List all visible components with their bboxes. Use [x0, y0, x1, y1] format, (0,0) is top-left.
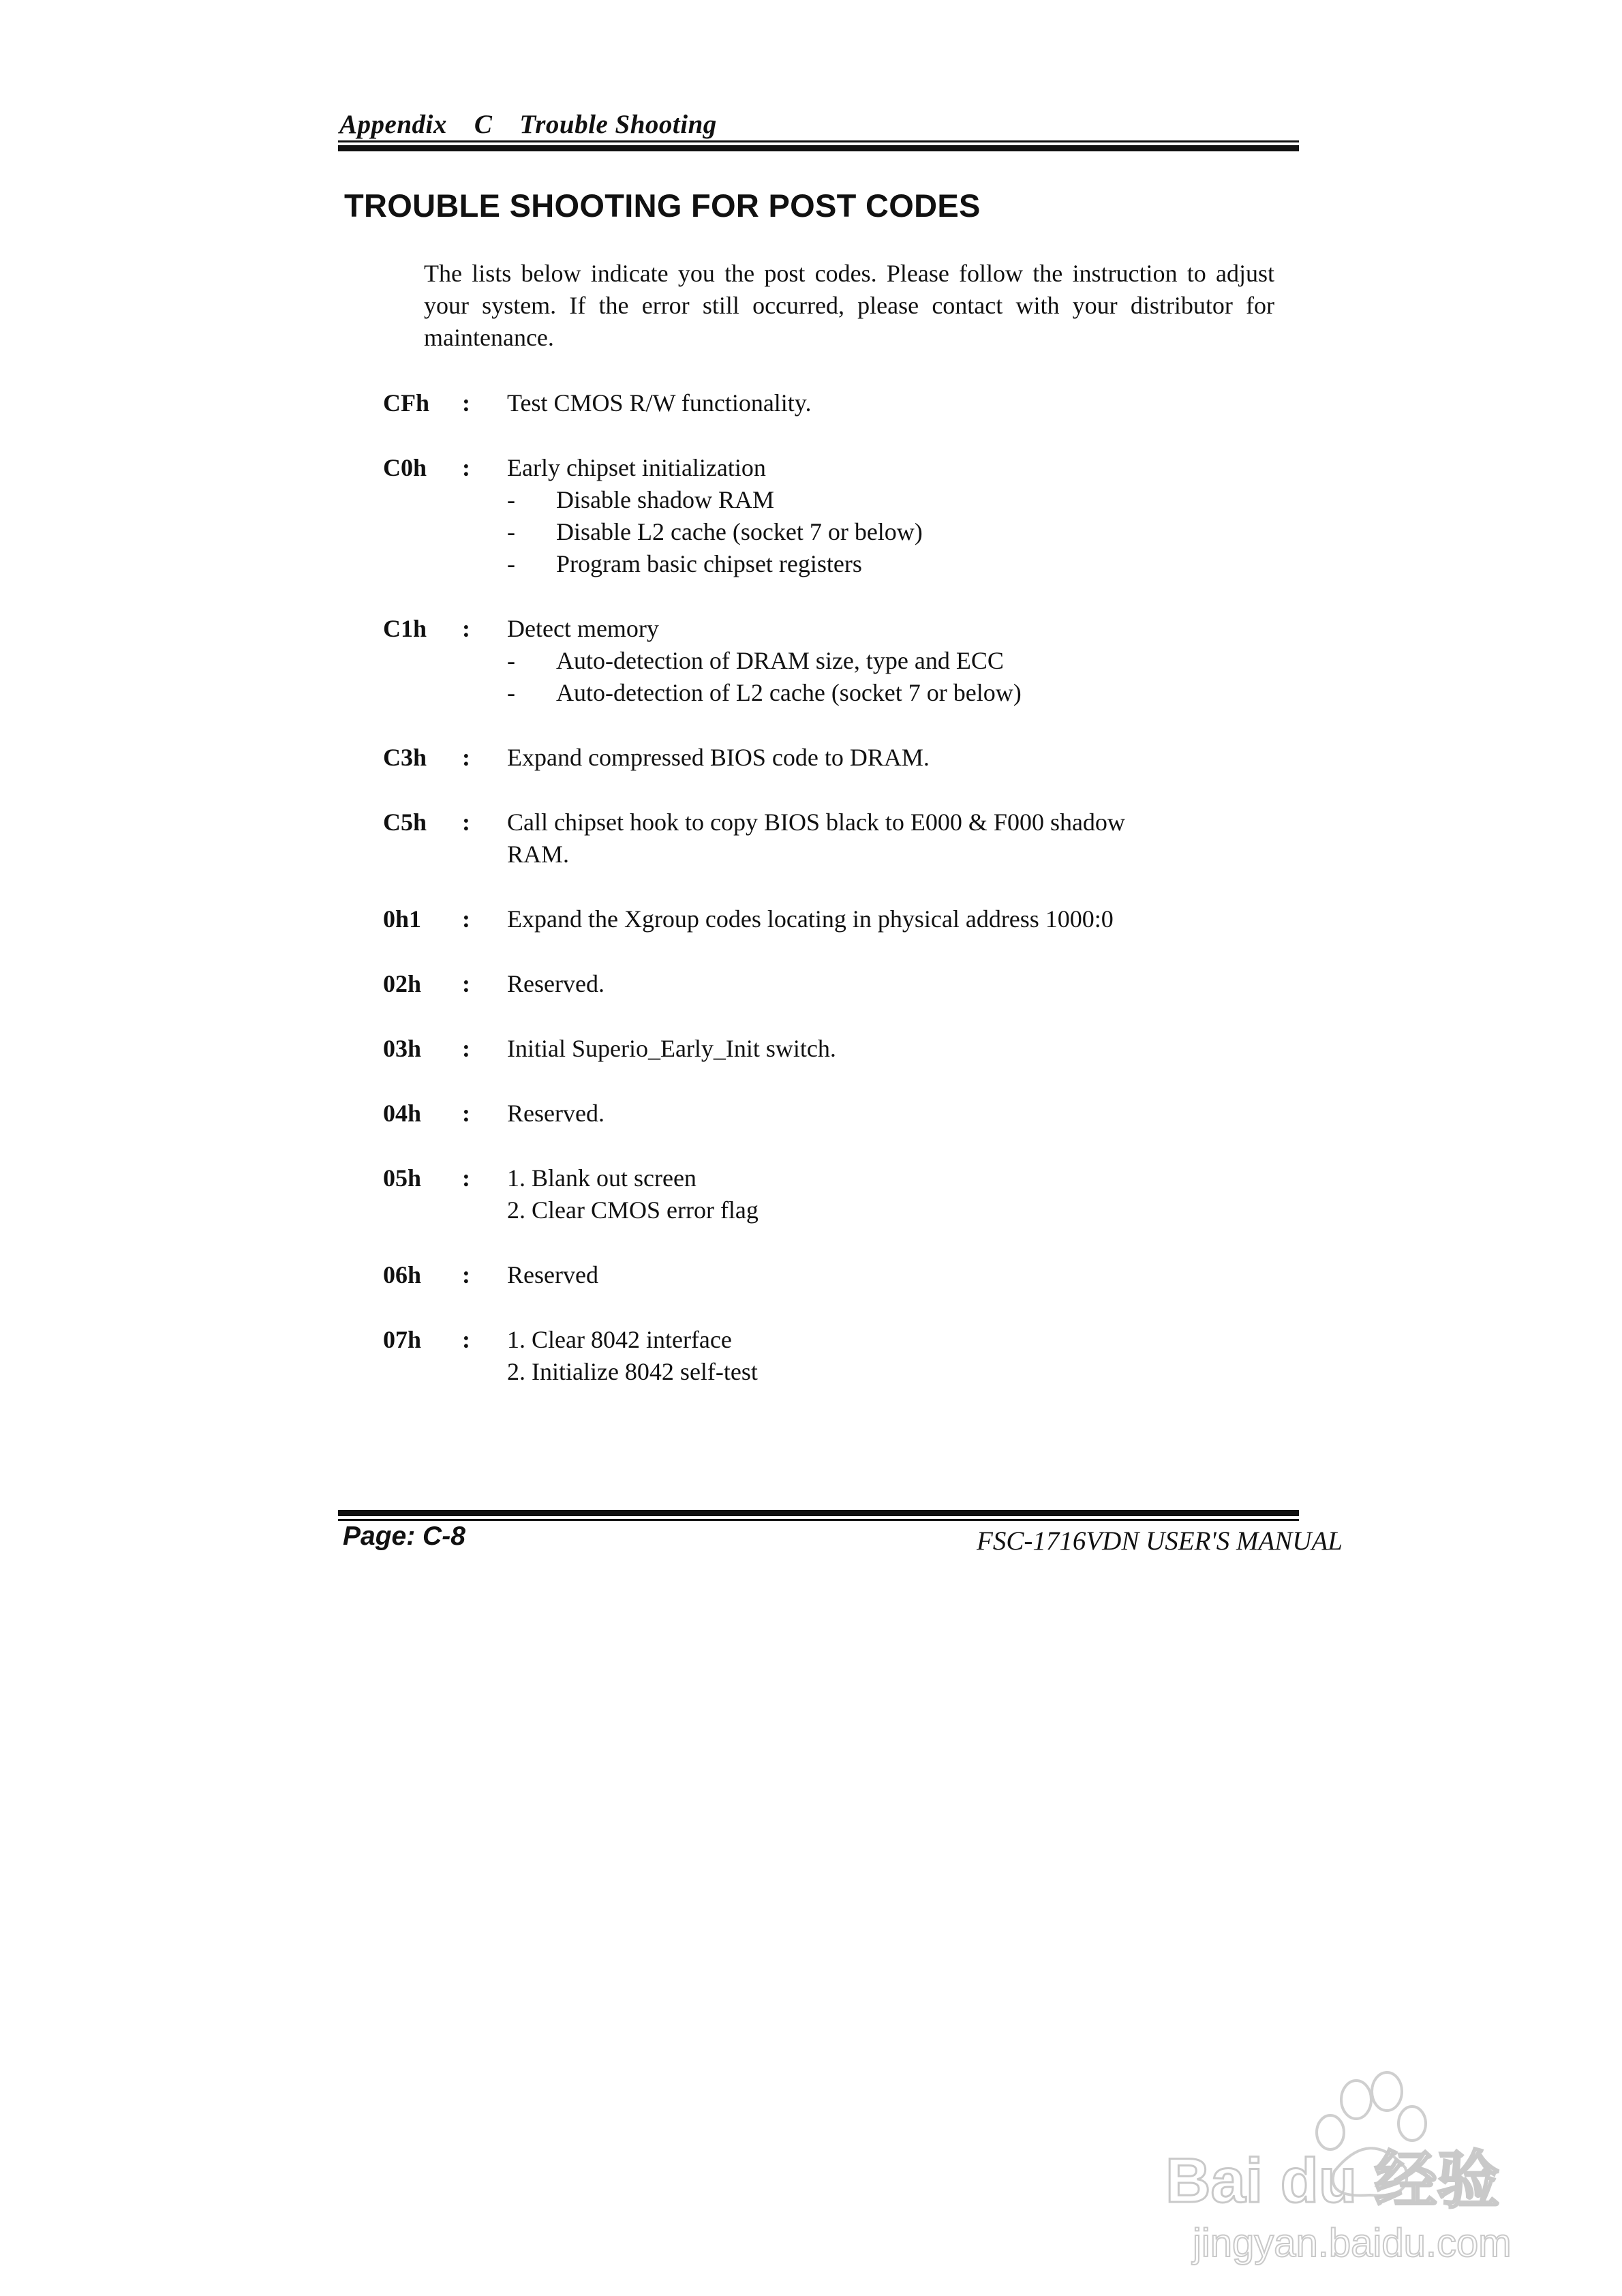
description-line: Reserved.	[507, 970, 605, 997]
post-code-list	[383, 387, 1283, 1421]
post-code-entry	[383, 1098, 1283, 1130]
description-line: 2. Clear CMOS error flag	[507, 1196, 759, 1224]
post-code-entry	[383, 1033, 1283, 1065]
post-code-description	[507, 1162, 1283, 1226]
code-separator: :	[462, 809, 470, 836]
code-separator: :	[462, 744, 470, 771]
post-code-description	[507, 387, 1283, 419]
bullet-dash: -	[507, 647, 515, 674]
description-line: RAM.	[507, 841, 570, 868]
bullet-dash: -	[507, 679, 515, 706]
header-section: Trouble Shooting	[519, 110, 717, 139]
post-code-description	[507, 452, 1283, 580]
watermark-url: jingyan.baidu.com	[1193, 2221, 1512, 2265]
baidu-watermark-logo	[1152, 2052, 1561, 2270]
post-code-entry	[383, 452, 1283, 580]
description-line: Reserved.	[507, 1100, 605, 1127]
bullet-text: Program basic chipset registers	[556, 550, 862, 577]
description-bullet	[507, 677, 1283, 709]
code-separator: :	[462, 454, 470, 481]
description-line: Reserved	[507, 1261, 598, 1288]
post-code: C1h	[383, 615, 427, 642]
code-separator: :	[462, 1164, 470, 1192]
post-code: 02h	[383, 970, 422, 997]
manual-title: FSC-1716VDN USER'S MANUAL	[977, 1526, 1343, 1556]
header-rule-thick	[338, 145, 1299, 151]
post-code-description	[507, 1259, 1283, 1291]
bullet-text: Disable shadow RAM	[556, 486, 774, 513]
post-code: C0h	[383, 454, 427, 481]
post-code-entry	[383, 1259, 1283, 1291]
post-code: 07h	[383, 1326, 422, 1353]
post-code-description	[507, 806, 1283, 871]
header-rule-thin	[338, 140, 1299, 142]
description-line: Expand the Xgroup codes locating in physical address 1000:0	[507, 905, 1114, 933]
header-letter: C	[474, 110, 493, 139]
description-bullet	[507, 548, 1283, 580]
code-separator: :	[462, 615, 470, 642]
post-code-description	[507, 1033, 1283, 1065]
bullet-text: Auto-detection of L2 cache (socket 7 or below)	[556, 679, 1022, 706]
bullet-text: Disable L2 cache (socket 7 or below)	[556, 518, 923, 545]
code-separator: :	[462, 1035, 470, 1062]
description-bullet	[507, 484, 1283, 516]
code-separator: :	[462, 1261, 470, 1288]
description-line: 1. Blank out screen	[507, 1164, 697, 1192]
code-separator: :	[462, 1100, 470, 1127]
description-line: Early chipset initialization	[507, 454, 766, 481]
post-code-entry	[383, 742, 1283, 774]
description-line: 2. Initialize 8042 self-test	[507, 1358, 758, 1385]
post-code-description	[507, 613, 1283, 709]
post-code: CFh	[383, 389, 430, 417]
bullet-text: Auto-detection of DRAM size, type and ECC	[556, 647, 1004, 674]
post-code: 04h	[383, 1100, 422, 1127]
intro-paragraph: The lists below indicate you the post codes. Please follow the instruction to adjust your system. If the error still occurred, please contact with your distributor for maintenance.	[424, 260, 1274, 351]
footer-rule-thick	[338, 1510, 1299, 1516]
post-code-description	[507, 903, 1283, 935]
watermark-brand: Bai du 经验	[1165, 2146, 1500, 2216]
post-code-description	[507, 968, 1283, 1000]
bullet-dash: -	[507, 550, 515, 577]
post-code: 03h	[383, 1035, 422, 1062]
post-code-description	[507, 1098, 1283, 1130]
description-bullet	[507, 645, 1283, 677]
code-separator: :	[462, 905, 470, 933]
post-code-entry	[383, 1324, 1283, 1388]
code-separator: :	[462, 389, 470, 417]
post-code: C5h	[383, 809, 427, 836]
description-line: Detect memory	[507, 615, 659, 642]
post-code-description	[507, 742, 1283, 774]
description-line: Call chipset hook to copy BIOS black to E000 & F000 shadow	[507, 809, 1125, 836]
post-code-entry	[383, 613, 1283, 709]
code-separator: :	[462, 970, 470, 997]
description-bullet	[507, 516, 1283, 548]
bullet-dash: -	[507, 486, 515, 513]
running-header	[339, 109, 717, 140]
page-title: TROUBLE SHOOTING FOR POST CODES	[344, 187, 981, 224]
post-code-entry	[383, 806, 1283, 871]
header-appendix: Appendix	[339, 110, 447, 139]
post-code-entry	[383, 903, 1283, 935]
bullet-dash: -	[507, 518, 515, 545]
post-code-entry	[383, 968, 1283, 1000]
post-code-entry	[383, 387, 1283, 419]
post-code-entry	[383, 1162, 1283, 1226]
post-code: 0h1	[383, 905, 422, 933]
post-code: 05h	[383, 1164, 422, 1192]
code-separator: :	[462, 1326, 470, 1353]
page-number: Page: C-8	[343, 1522, 465, 1551]
description-line: Initial Superio_Early_Init switch.	[507, 1035, 836, 1062]
post-code: C3h	[383, 744, 427, 771]
description-line: 1. Clear 8042 interface	[507, 1326, 732, 1353]
post-code: 06h	[383, 1261, 422, 1288]
post-code-description	[507, 1324, 1283, 1388]
description-line: Test CMOS R/W functionality.	[507, 389, 812, 417]
footer-rule-thin	[338, 1519, 1299, 1521]
description-line: Expand compressed BIOS code to DRAM.	[507, 744, 930, 771]
